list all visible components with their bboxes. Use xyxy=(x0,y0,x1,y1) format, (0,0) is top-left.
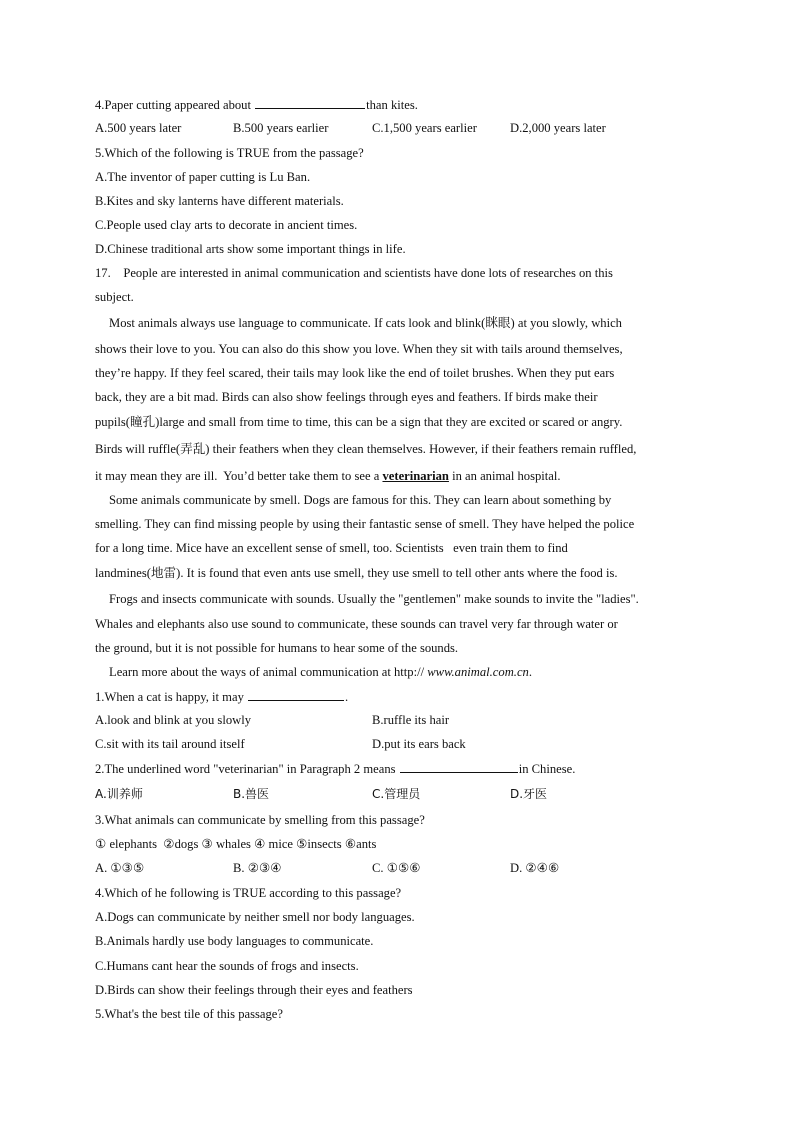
q5-first-option-a: A.The inventor of paper cutting is Lu Ban. xyxy=(95,170,311,184)
option-b: B. ②③④ xyxy=(233,861,282,875)
paragraph-4-text: Learn more about the ways of animal communication at http:// xyxy=(109,665,428,679)
option-a: A.500 years later xyxy=(95,121,182,135)
paragraph-1-line: they’re happy. If they feel scared, their tails may look like the end of toilet brushes. When they put ears xyxy=(95,366,615,380)
q4-stem: 4.Which of he following is TRUE according to this passage? xyxy=(95,886,402,900)
q3-choices: ① elephants ②dogs ③ whales ④ mice ⑤insects ⑥ants xyxy=(95,837,377,851)
option-d: D.2,000 years later xyxy=(510,121,606,135)
paragraph-1-text: it may mean they are ill. You’d better take them to see a xyxy=(95,469,383,483)
paragraph-1-last-line xyxy=(95,468,701,484)
q5-first-option-d: D.Chinese traditional arts show some important things in life. xyxy=(95,242,406,256)
q4-first-stem-after: than kites. xyxy=(366,98,418,112)
answer-blank xyxy=(248,688,344,701)
q4-option-a: A.Dogs can communicate by neither smell nor body languages. xyxy=(95,910,415,924)
option-c: C.1,500 years earlier xyxy=(372,121,477,135)
website-url: www.animal.com.cn xyxy=(427,665,529,679)
q4-option-d: D.Birds can show their feelings through their eyes and feathers xyxy=(95,983,413,997)
option-a: A.look and blink at you slowly xyxy=(95,713,252,727)
q1-stem xyxy=(95,688,701,705)
paragraph-2-line: for a long time. Mice have an excellent sense of smell, too. Scientists even train them to find xyxy=(95,541,568,555)
paragraph-2-line: smelling. They can find missing people by using their fantastic sense of smell. They have helped the police xyxy=(95,517,635,531)
q2-stem xyxy=(95,760,701,777)
q4-option-b: B.Animals hardly use body languages to communicate. xyxy=(95,934,374,948)
paragraph-1-text: in an animal hospital. xyxy=(448,469,561,483)
option-c: C.管理员 xyxy=(372,787,421,801)
paragraph-4-line xyxy=(95,664,701,680)
answer-blank xyxy=(400,760,518,773)
paragraph-4-text: . xyxy=(528,665,532,679)
q4-first-stem-before: 4.Paper cutting appeared about xyxy=(95,98,251,112)
paragraph-2-line: landmines(地雷). It is found that even ants use smell, they use smell to tell other ants where the food is. xyxy=(95,566,618,580)
q5-first-option-b: B.Kites and sky lanterns have different materials. xyxy=(95,194,344,208)
paragraph-1-line: Most animals always use language to communicate. If cats look and blink(眯眼) at you slowly, which xyxy=(109,316,622,330)
passage-intro-line-2: subject. xyxy=(95,290,134,304)
passage-intro-line-1: 17. People are interested in animal communication and scientists have done lots of researches on this xyxy=(95,266,613,280)
option-c: C. ①⑤⑥ xyxy=(372,861,421,875)
option-b: B.ruffle its hair xyxy=(372,713,450,727)
q1-stem-end: . xyxy=(345,690,349,704)
underlined-word-veterinarian: veterinarian xyxy=(382,469,449,483)
q2-stem-before: 2.The underlined word "veterinarian" in Paragraph 2 means xyxy=(95,762,396,776)
q3-stem: 3.What animals can communicate by smelling from this passage? xyxy=(95,813,425,827)
option-a: A.训养师 xyxy=(95,787,143,801)
option-d: D. ②④⑥ xyxy=(510,861,560,875)
q5-stem: 5.What's the best tile of this passage? xyxy=(95,1007,283,1021)
option-b: B.兽医 xyxy=(233,787,270,801)
option-c: C.sit with its tail around itself xyxy=(95,737,245,751)
q1-stem-text: 1.When a cat is happy, it may xyxy=(95,690,244,704)
paragraph-1-line: shows their love to you. You can also do this show you love. When they sit with tails around themselves, xyxy=(95,342,623,356)
paragraph-3-line: Frogs and insects communicate with sounds. Usually the "gentlemen" make sounds to invite the "ladies". xyxy=(109,592,639,606)
answer-blank xyxy=(255,96,365,109)
paragraph-3-line: Whales and elephants also use sound to communicate, these sounds can travel very far through water or xyxy=(95,617,618,631)
q5-first-option-c: C.People used clay arts to decorate in ancient times. xyxy=(95,218,358,232)
paragraph-3-line: the ground, but it is not possible for humans to hear some of the sounds. xyxy=(95,641,459,655)
paragraph-1-line: Birds will ruffle(弄乱) their feathers when they clean themselves. However, if their feathers remain ruffled, xyxy=(95,442,637,456)
q4-first-stem xyxy=(95,96,701,113)
q2-stem-after: in Chinese. xyxy=(518,762,576,776)
paragraph-1-line: back, they are a bit mad. Birds can also show feelings through eyes and feathers. If birds make their xyxy=(95,390,598,404)
option-b: B.500 years earlier xyxy=(233,121,329,135)
option-d: D.put its ears back xyxy=(372,737,466,751)
paragraph-1-line: pupils(瞳孔)large and small from time to time, this can be a sign that they are excited or scared or angry. xyxy=(95,415,623,429)
option-a: A. ①③⑤ xyxy=(95,861,145,875)
q5-first-stem: 5.Which of the following is TRUE from the passage? xyxy=(95,146,364,160)
option-d: D.牙医 xyxy=(510,787,548,801)
paragraph-2-line: Some animals communicate by smell. Dogs are famous for this. They can learn about something by xyxy=(109,493,612,507)
q4-option-c: C.Humans cant hear the sounds of frogs and insects. xyxy=(95,959,359,973)
